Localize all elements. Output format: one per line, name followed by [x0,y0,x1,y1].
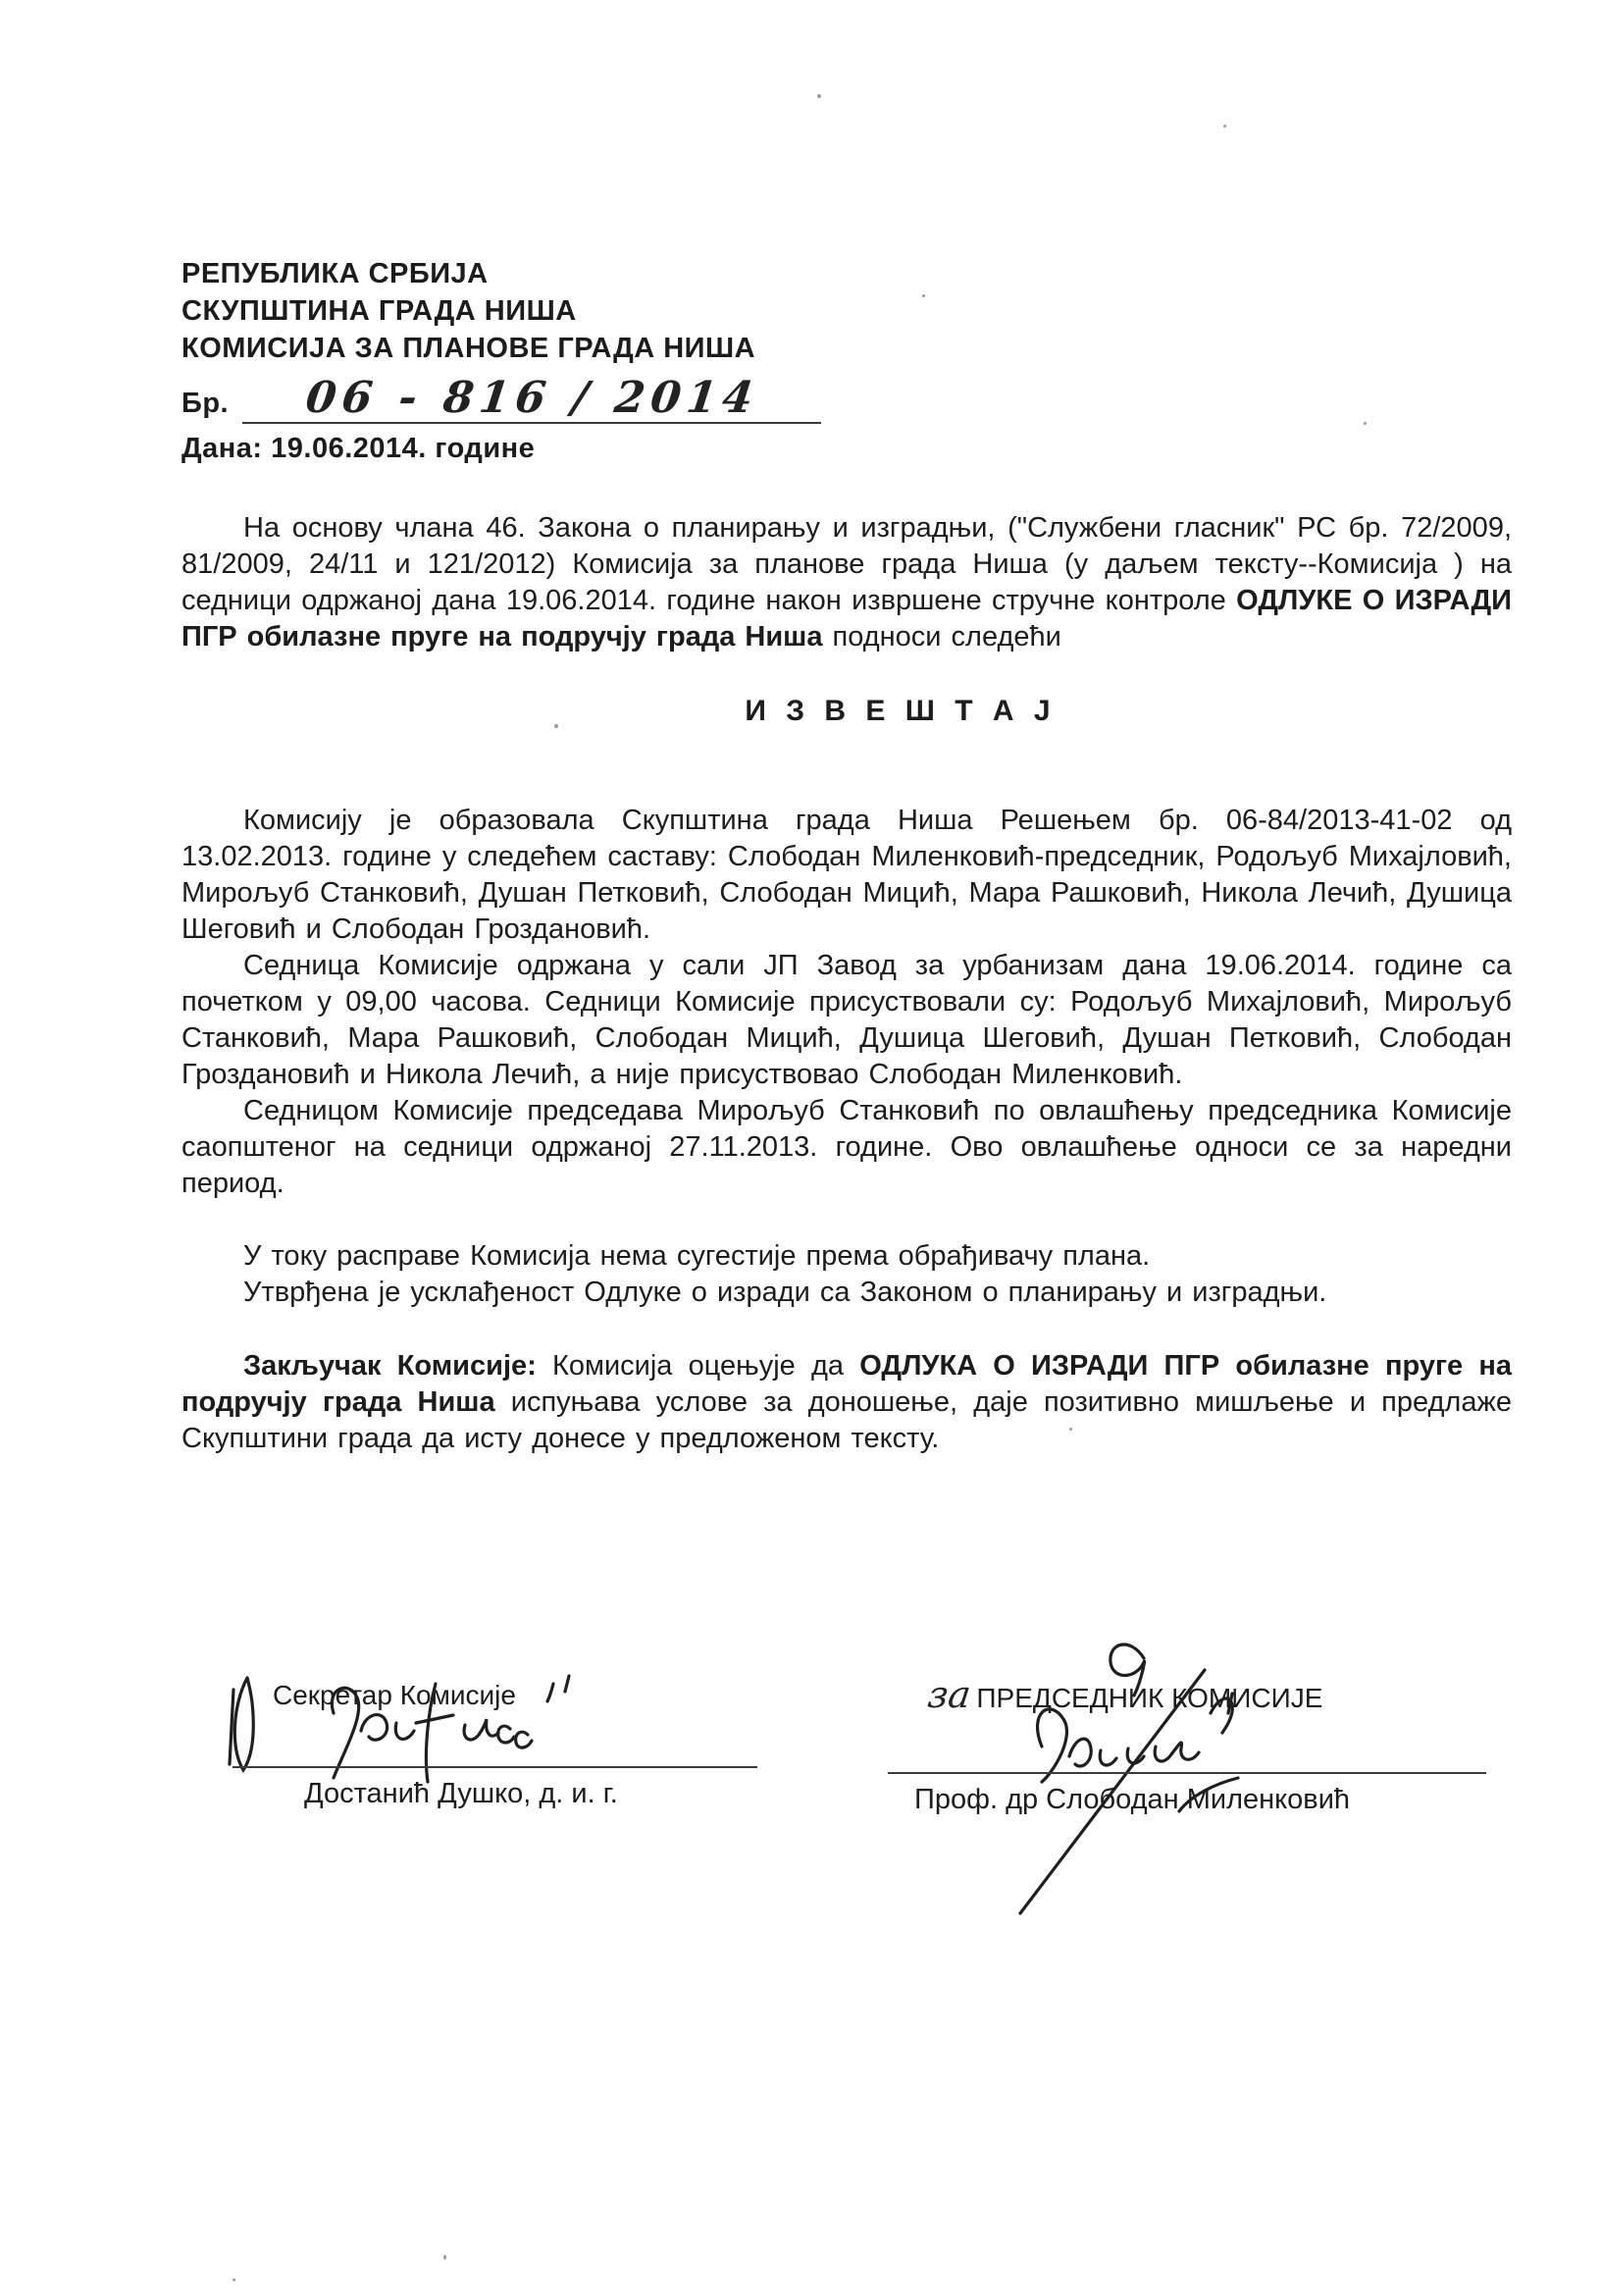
document-number-row [181,369,1512,424]
secretary-signature-line [232,1766,757,1768]
scan-speck [443,2255,446,2260]
intro-text-start: На основу члана 46. Закона о планирању и изградњи, ("Службени гласник" РС бр. 72/2009, 81/2009, 24/11 и 121/2012) Комисија за планове града Ниша (у даљем тексту--Комисија ) на седници одржаној дана 19.06.2014. године након извршене стручне контроле [181,512,1512,616]
letterhead [181,255,1512,467]
scan-speck [1223,125,1226,128]
secretary-signature-handwriting [224,1654,695,1792]
intro-text-end: подноси следећи [822,621,1061,652]
conclusion-text-mid: Комисија оцењује да [536,1350,860,1382]
document-date: Дана: 19.06.2014. године [181,433,536,464]
president-signature-line [888,1772,1486,1774]
conclusion-paragraph [181,1348,1512,1457]
scan-speck [232,2278,235,2281]
president-handwritten-for: за [925,1673,974,1716]
president-name: Проф. др Слободан Миленковић [914,1784,1351,1815]
conclusion-section [181,1348,1512,1457]
secretary-role: Секретар Комисије [273,1680,516,1710]
president-role-row [925,1673,1323,1716]
scan-speck [554,724,558,728]
org-commission: КОМИСИЈА ЗА ПЛАНОВЕ ГРАДА НИША [181,333,756,364]
paragraph-compliance: Утврђена је усклађеност Одлуке о изради са Законом о планирању и изградњи. [243,1277,1327,1308]
report-title: И З В Е Ш Т А Ј [745,695,1057,727]
org-assembly: СКУПШТИНА ГРАДА НИША [181,295,577,327]
main-block [181,803,1512,1202]
paragraph-discussion: У току расправе Комисија нема сугестије према обрађивачу плана. [243,1240,1151,1272]
president-role: ПРЕДСЕДНИК КОМИСИЈЕ [976,1683,1323,1713]
document-number-handwritten: 06 - 816 / 2014 [302,373,761,423]
paragraph-formation: Комисију је образовала Скупштина града Ниша Решењем бр. 06-84/2013-41-02 од 13.02.2013. године у следећем саставу: Слободан Миленковић-председник, Родољуб Михајловић, Мирољуб Станковић, Душан Петковић, Слободан Мицић, Мара Рашковић, Никола Лечић, Душица Шеговић и Слободан Гроздановић. [181,805,1512,945]
scan-speck [817,94,821,98]
conclusion-text-end: испуњава услове за доношење, даје позитивно мишљење и предлаже Скупштини града да исту донесе у предложеном тексту. [181,1386,1513,1454]
document-content [181,255,1512,1457]
paragraph-authorization: Седницом Комисије председава Мирољуб Станковић по овлашћењу председника Комисије саопштеног на седници одржаној 27.11.2013. године. Ово овлашћење односи се за наредни период. [181,1095,1512,1199]
president-signature-handwriting [952,1619,1403,1923]
scan-speck [1069,1428,1072,1431]
conclusion-text-bold: ОДЛУКА О ИЗРАДИ ПГР обилазне пруге на подручју града Ниша [181,1350,1512,1418]
scan-speck [922,294,925,297]
discussion-block [181,1238,1512,1311]
conclusion-label: Закључак Комисије: [243,1350,537,1382]
secretary-name: Достанић Душко, д. и. г. [304,1778,618,1809]
org-republic: РЕПУБЛИКА СРБИЈА [181,258,489,289]
intro-section [181,510,1512,655]
scan-speck [1364,422,1367,425]
intro-text-bold: ОДЛУКЕ О ИЗРАДИ ПГР обилазне пруге на подручју града Ниша [181,585,1512,652]
document-number-line [242,375,821,424]
document-number-label: Бр. [181,388,230,419]
intro-paragraph [181,510,1512,655]
paragraph-session: Седница Комисије одржана у сали ЈП Завод за урбанизам дана 19.06.2014. године са почетком у 09,00 часова. Седници Комисије присуствовали су: Родољуб Михајловић, Мирољуб Станковић, Мара Рашковић, Слободан Мицић, Душица Шеговић, Душан Петковић, Слободан Гроздановић и Никола Лечић, а није присуствовао Слободан Миленковић. [181,950,1512,1090]
